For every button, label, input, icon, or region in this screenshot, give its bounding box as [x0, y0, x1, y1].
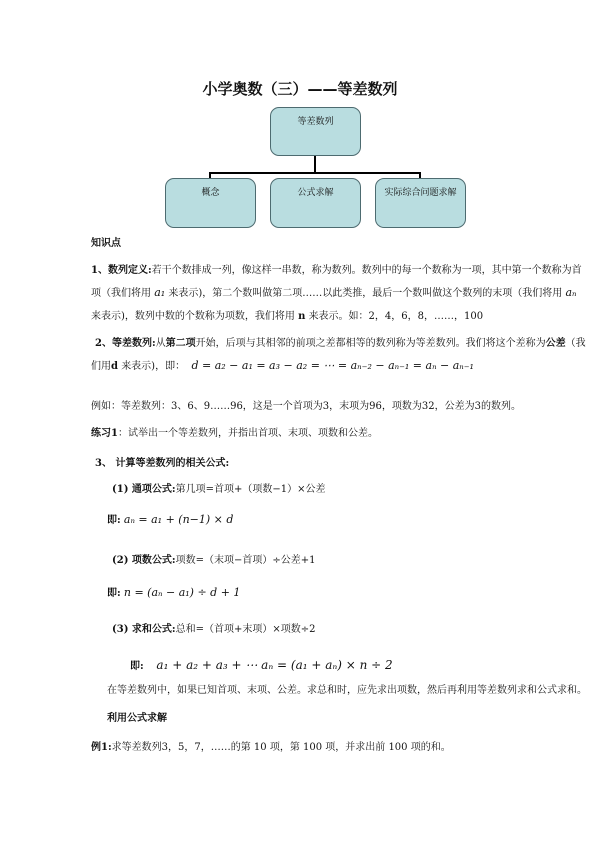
text: 第几项=首项+（项数−1）×公差: [175, 484, 326, 495]
label: (1) 通项公式:: [112, 484, 176, 495]
definition-label: 1、数列定义:: [91, 265, 152, 276]
label: 即:: [107, 515, 121, 526]
exercise-label: 练习1: [91, 428, 118, 439]
math: aₙ = a₁ + (n−1) × d: [123, 513, 234, 526]
text: 项数=（末项−首项）÷公差+1: [175, 555, 316, 566]
term-count-math: [107, 584, 240, 599]
text: 第二项: [165, 338, 196, 349]
text: 来表示)，即：: [121, 361, 186, 372]
definition-line-3: [91, 307, 483, 322]
text: 项（我们将用: [91, 288, 151, 299]
exercise-1: [91, 424, 378, 439]
general-term-math: [107, 511, 233, 526]
sum-math: [130, 657, 393, 672]
diagram-root-node: 等差数列: [270, 107, 361, 156]
text: 来表示)，数列中数的个数称为项数，我们将用: [91, 311, 295, 322]
sub-heading: 利用公式求解: [107, 713, 167, 724]
label: (2) 项数公式:: [112, 555, 176, 566]
arithmetic-def-label: 2、等差数列:: [95, 338, 156, 349]
general-term-formula: [112, 480, 325, 495]
section-heading: 知识点: [91, 238, 121, 249]
text: 求等差数列3，5，7，……的第 10 项，第 100 项，并求出前 100 项的和。: [111, 742, 451, 753]
sum-formula: [112, 620, 315, 635]
example-text: 例如：等差数列：3、6、9……96，这是一个首项为3，末项为96，项数为32，公差为3的数列。: [91, 401, 521, 412]
text: 从: [155, 338, 166, 349]
diagram-node-applied: 实际综合问题求解: [375, 178, 466, 228]
definition-line-2: [91, 284, 576, 299]
diagram-connector: [314, 156, 316, 173]
math: a₁ + a₂ + a₃ + ⋯ aₙ = (a₁ + aₙ) × n ÷ 2: [156, 658, 393, 672]
diagram-node-formula: 公式求解: [270, 178, 361, 228]
text: ：试举出一个等差数列，并指出首项、末项、项数和公差。: [117, 428, 378, 439]
definition-line-1: [91, 261, 582, 276]
text: 开始，后项与其相邻的前项之差都相等的数列称为等差数列。我们将这个差称为: [195, 338, 546, 349]
text: 们用: [91, 361, 111, 372]
math: d: [111, 361, 118, 372]
formulas-heading: 3、 计算等差数列的相关公式:: [95, 458, 230, 469]
arithmetic-def-line-1: [95, 334, 586, 349]
diagram-node-concept: 概念: [165, 178, 256, 228]
math: n: [298, 311, 306, 322]
label: (3) 求和公式:: [112, 624, 176, 635]
example-1: [91, 738, 451, 753]
math: a₁: [154, 286, 166, 299]
common-difference-formula: d = a₂ − a₁ = a₃ − a₂ = ⋯ = aₙ₋₂ − aₙ₋₁ = aₙ − aₙ₋₁: [191, 359, 474, 372]
example-label: 例1:: [91, 742, 112, 753]
diagram-connector: [209, 172, 421, 174]
text: 来表示。如：2，4，6，8，……，100: [308, 311, 484, 322]
term-count-formula: [112, 551, 315, 566]
math: n = (aₙ − a₁) ÷ d + 1: [123, 586, 241, 599]
text: 总和=（首项+末项）×项数÷2: [175, 624, 316, 635]
text: 若干个数排成一列，像这样一串数，称为数列。数列中的每一个数称为一项，其中第一个数称为首: [151, 265, 582, 276]
math: aₙ: [565, 286, 577, 299]
text: 公差: [545, 338, 566, 349]
text: （我: [565, 338, 586, 349]
note-text: 在等差数列中，如果已知首项、末项、公差。求总和时，应先求出项数，然后再利用等差数列求和公式求和。: [107, 685, 587, 696]
arithmetic-def-line-2: [91, 357, 474, 372]
label: 即:: [130, 661, 144, 672]
page-title: 小学奥数（三）——等差数列: [202, 80, 398, 98]
label: 即:: [107, 588, 121, 599]
text: 来表示)，第二个数叫做第二项……以此类推，最后一个数叫做这个数列的末项（我们将用: [168, 288, 563, 299]
